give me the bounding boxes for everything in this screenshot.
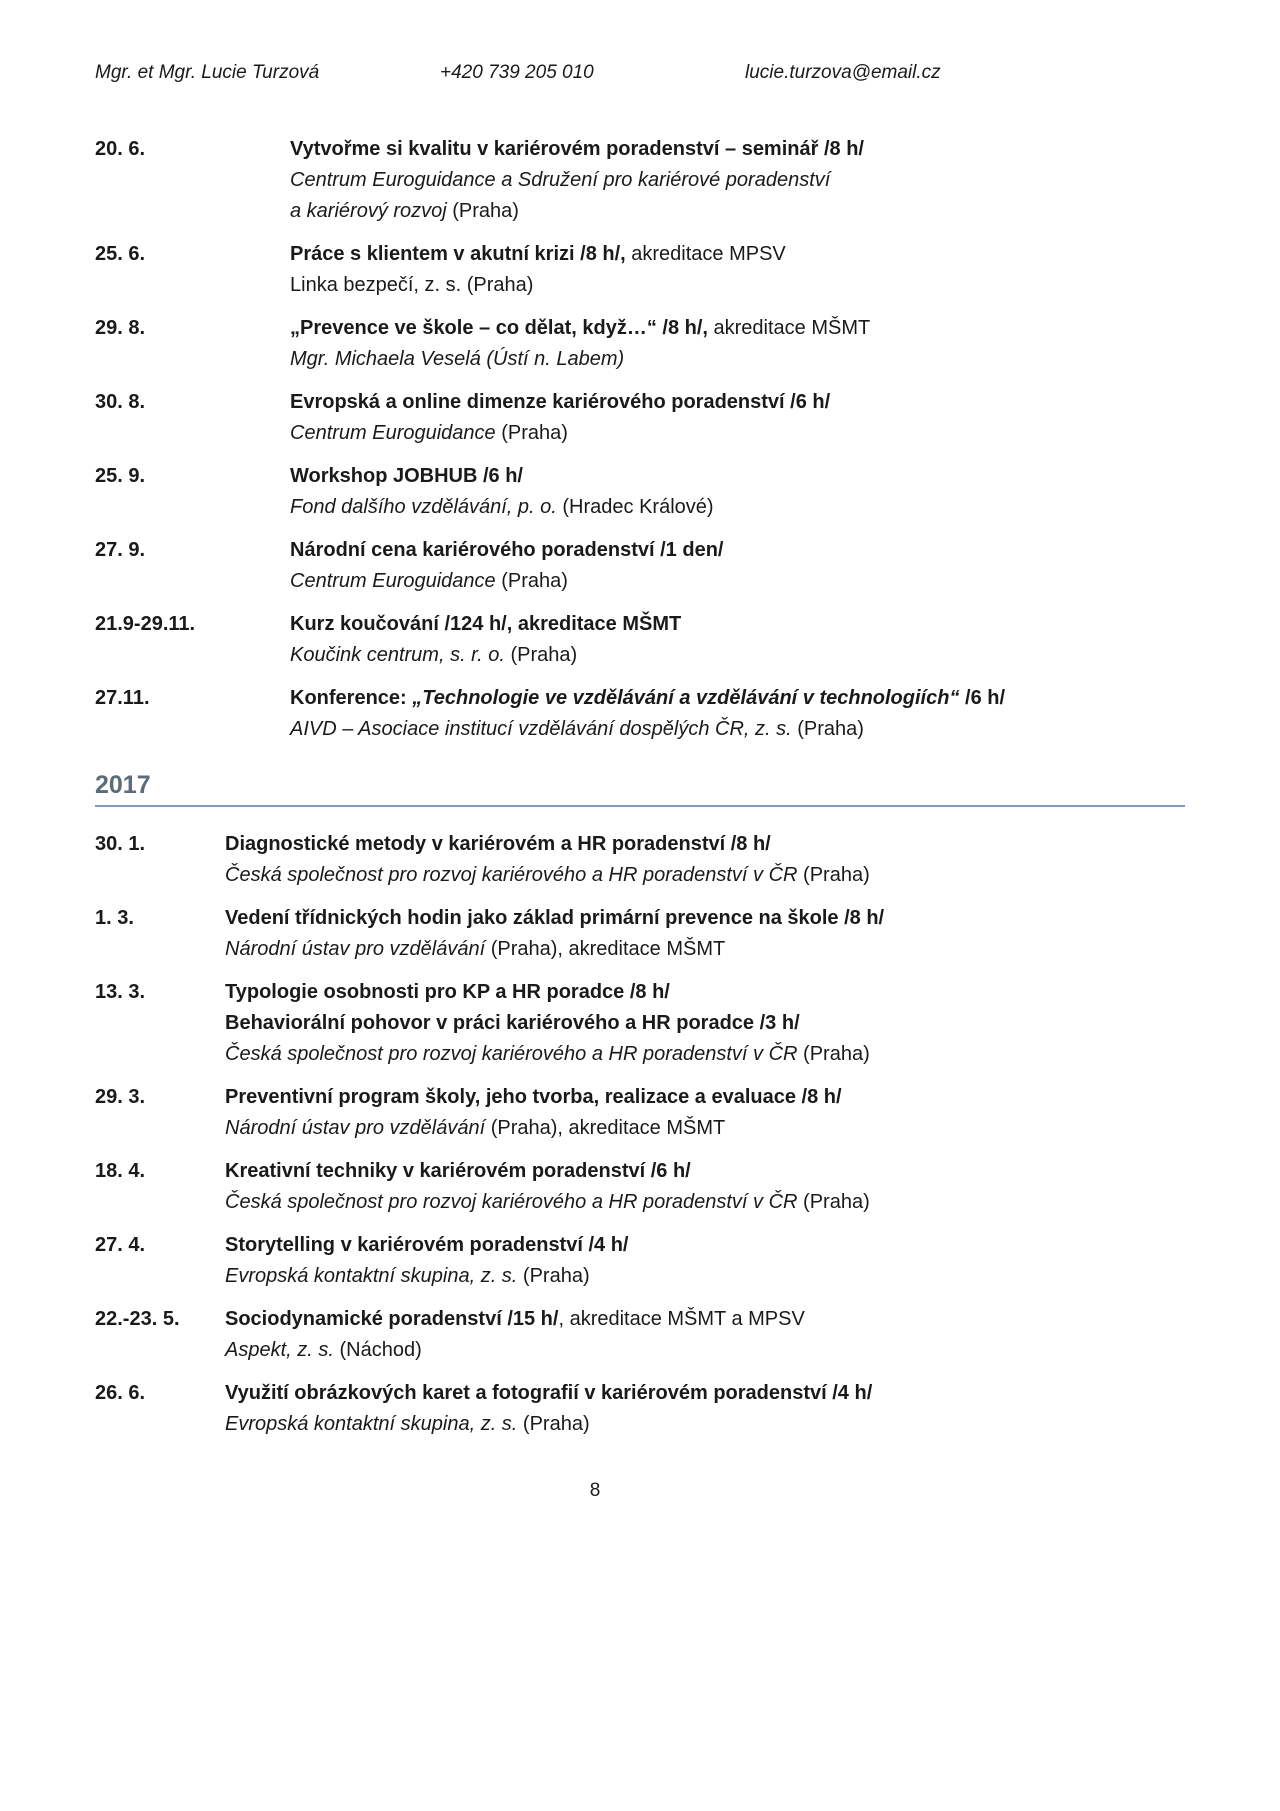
schedule-section: [95, 134, 1185, 745]
schedule-entry: [95, 313, 1185, 375]
entry-content: [290, 609, 1185, 671]
entry-date: 18. 4.: [95, 1160, 146, 1182]
text-run: Storytelling v kariérovém poradenství /4 h/: [225, 1234, 629, 1256]
text-run: (Praha): [517, 1413, 590, 1435]
text-run: Linka bezpečí, z. s. (Praha): [290, 274, 534, 296]
entry-date: 22.-23. 5.: [95, 1308, 180, 1330]
text-run: Workshop JOBHUB /6 h/: [290, 465, 523, 487]
entry-date: 26. 6.: [95, 1382, 146, 1404]
text-run: AIVD – Asociace institucí vzdělávání dospělých ČR, z. s.: [290, 718, 792, 740]
entry-line: [290, 344, 1185, 375]
text-run: Preventivní program školy, jeho tvorba, realizace a evaluace /8 h/: [225, 1086, 842, 1108]
text-run: Evropská kontaktní skupina, z. s.: [225, 1265, 518, 1287]
entry-line: [290, 640, 1185, 671]
entry-line: [290, 418, 1185, 449]
text-run: Centrum Euroguidance: [290, 570, 496, 592]
entry-date: 25. 6.: [95, 243, 146, 265]
entry-line: [225, 934, 1185, 965]
text-run: Národní ústav pro vzdělávání: [225, 1117, 486, 1139]
entry-content: [290, 683, 1185, 745]
schedule-entry: [95, 461, 1185, 523]
text-run: Konference:: [290, 687, 413, 709]
entry-date: 27.11.: [95, 687, 150, 709]
text-run: Národní ústav pro vzdělávání: [225, 938, 486, 960]
entry-line: [225, 1008, 1185, 1039]
page-header: [95, 62, 1185, 90]
text-run: (Praha), akreditace MŠMT: [485, 938, 726, 960]
header-author-name: Mgr. et Mgr. Lucie Turzová: [95, 62, 320, 83]
text-run: Fond dalšího vzdělávání, p. o.: [290, 496, 557, 518]
entry-line: [290, 683, 1185, 714]
entry-line: [225, 1082, 1185, 1113]
entry-line: [225, 1409, 1185, 1440]
text-run: (Hradec Králové): [556, 496, 714, 518]
text-run: Evropská kontaktní skupina, z. s.: [225, 1413, 518, 1435]
entry-line: [225, 1156, 1185, 1187]
entry-content: [225, 1156, 1185, 1218]
text-run: Diagnostické metody v kariérovém a HR poradenství /8 h/: [225, 833, 771, 855]
text-run: /6 h/: [959, 687, 1006, 709]
text-run: (Praha): [791, 718, 864, 740]
schedule-entry: [95, 829, 1185, 891]
entry-line: [225, 977, 1185, 1008]
entry-date: 29. 3.: [95, 1086, 146, 1108]
entry-content: [290, 535, 1185, 597]
entry-content: [290, 313, 1185, 375]
text-run: (Praha): [517, 1265, 590, 1287]
entry-content: [225, 1082, 1185, 1144]
schedule-entry: [95, 977, 1185, 1070]
entry-line: [225, 903, 1185, 934]
entry-content: [290, 134, 1185, 227]
text-run: Mgr. Michaela Veselá (Ústí n. Labem): [290, 348, 625, 370]
text-run: Kurz koučování /124 h/, akreditace MŠMT: [290, 613, 682, 635]
entry-date: 27. 4.: [95, 1234, 146, 1256]
entry-content: [225, 903, 1185, 965]
entry-line: [290, 239, 1185, 270]
text-run: Typologie osobnosti pro KP a HR poradce /8 h/: [225, 981, 670, 1003]
text-run: „Prevence ve škole – co dělat, když…“ /8 h/,: [290, 317, 708, 339]
entry-content: [225, 829, 1185, 891]
schedule-section: [95, 829, 1185, 1440]
entry-line: [225, 1304, 1185, 1335]
entry-line: [225, 1113, 1185, 1144]
entry-line: [290, 535, 1185, 566]
entry-content: [225, 1230, 1185, 1292]
text-run: „Technologie ve vzdělávání a vzdělávání v technologiích“: [412, 687, 960, 709]
entry-date: 29. 8.: [95, 317, 146, 339]
text-run: Aspekt, z. s.: [225, 1339, 334, 1361]
entry-date: 13. 3.: [95, 981, 146, 1003]
entry-line: [225, 860, 1185, 891]
entry-line: [290, 714, 1185, 745]
entry-date: 20. 6.: [95, 138, 146, 160]
text-run: Centrum Euroguidance: [290, 422, 496, 444]
entry-line: [290, 492, 1185, 523]
text-run: Využití obrázkových karet a fotografií v kariérovém poradenství /4 h/: [225, 1382, 873, 1404]
entry-line: [225, 1230, 1185, 1261]
entry-date: 30. 1.: [95, 833, 146, 855]
entry-content: [290, 461, 1185, 523]
text-run: a kariérový rozvoj: [290, 200, 447, 222]
text-run: (Praha): [797, 1043, 870, 1065]
sections-container: [95, 134, 1185, 1440]
text-run: (Praha): [797, 1191, 870, 1213]
text-run: Práce s klientem v akutní krizi /8 h/,: [290, 243, 626, 265]
schedule-entry: [95, 683, 1185, 745]
text-run: , akreditace MŠMT a MPSV: [558, 1308, 805, 1330]
schedule-entry: [95, 239, 1185, 301]
text-run: Centrum Euroguidance a Sdružení pro kariérové poradenství: [290, 169, 831, 191]
schedule-entry: [95, 609, 1185, 671]
text-run: akreditace MPSV: [625, 243, 786, 265]
page-number: 8: [589, 1480, 601, 1501]
text-run: (Praha): [504, 644, 578, 666]
schedule-entry: [95, 535, 1185, 597]
entry-date: 30. 8.: [95, 391, 146, 413]
text-run: Kreativní techniky v kariérovém poradenství /6 h/: [225, 1160, 691, 1182]
text-run: (Praha): [495, 422, 568, 444]
schedule-entry: [95, 903, 1185, 965]
entry-line: [225, 829, 1185, 860]
entry-line: [290, 461, 1185, 492]
text-run: (Náchod): [333, 1339, 422, 1361]
entry-content: [290, 387, 1185, 449]
entry-line: [290, 313, 1185, 344]
header-phone: +420 739 205 010: [440, 62, 594, 83]
header-email: lucie.turzova@email.cz: [745, 62, 941, 83]
schedule-entry: [95, 387, 1185, 449]
entry-content: [225, 1378, 1185, 1440]
entry-content: [225, 1304, 1185, 1366]
entry-content: [290, 239, 1185, 301]
text-run: Koučink centrum, s. r. o.: [290, 644, 505, 666]
entry-line: [290, 270, 1185, 301]
text-run: Česká společnost pro rozvoj kariérového a HR poradenství v ČR: [225, 864, 798, 886]
schedule-entry: [95, 1304, 1185, 1366]
section-heading-label: 2017: [95, 771, 151, 799]
schedule-entry: [95, 1378, 1185, 1440]
section-heading: [95, 771, 1185, 807]
entry-line: [225, 1261, 1185, 1292]
schedule-entry: [95, 1082, 1185, 1144]
schedule-entry: [95, 1156, 1185, 1218]
entry-line: [290, 387, 1185, 418]
text-run: Evropská a online dimenze kariérového poradenství /6 h/: [290, 391, 831, 413]
entry-date: 21.9-29.11.: [95, 613, 196, 635]
text-run: Národní cena kariérového poradenství /1 den/: [290, 539, 724, 561]
text-run: (Praha): [495, 570, 568, 592]
text-run: Vedení třídnických hodin jako základ primární prevence na škole /8 h/: [225, 907, 885, 929]
text-run: Vytvořme si kvalitu v kariérovém poradenství – seminář /8 h/: [290, 138, 864, 160]
entry-line: [290, 566, 1185, 597]
entry-content: [225, 977, 1185, 1070]
text-run: akreditace MŠMT: [707, 317, 871, 339]
entry-date: 25. 9.: [95, 465, 146, 487]
text-run: (Praha): [446, 200, 519, 222]
text-run: Behaviorální pohovor v práci kariérového a HR poradce /3 h/: [225, 1012, 800, 1034]
entry-line: [225, 1039, 1185, 1070]
entry-line: [290, 134, 1185, 165]
entry-line: [290, 609, 1185, 640]
text-run: Česká společnost pro rozvoj kariérového a HR poradenství v ČR: [225, 1043, 798, 1065]
entry-line: [290, 165, 1185, 196]
schedule-entry: [95, 1230, 1185, 1292]
entry-line: [225, 1187, 1185, 1218]
entry-line: [225, 1378, 1185, 1409]
entry-date: 27. 9.: [95, 539, 146, 561]
entry-line: [290, 196, 1185, 227]
entry-date: 1. 3.: [95, 907, 134, 929]
text-run: Česká společnost pro rozvoj kariérového a HR poradenství v ČR: [225, 1191, 798, 1213]
text-run: (Praha): [797, 864, 870, 886]
schedule-entry: [95, 134, 1185, 227]
text-run: (Praha), akreditace MŠMT: [485, 1117, 726, 1139]
text-run: Sociodynamické poradenství /15 h/: [225, 1308, 559, 1330]
entry-line: [225, 1335, 1185, 1366]
